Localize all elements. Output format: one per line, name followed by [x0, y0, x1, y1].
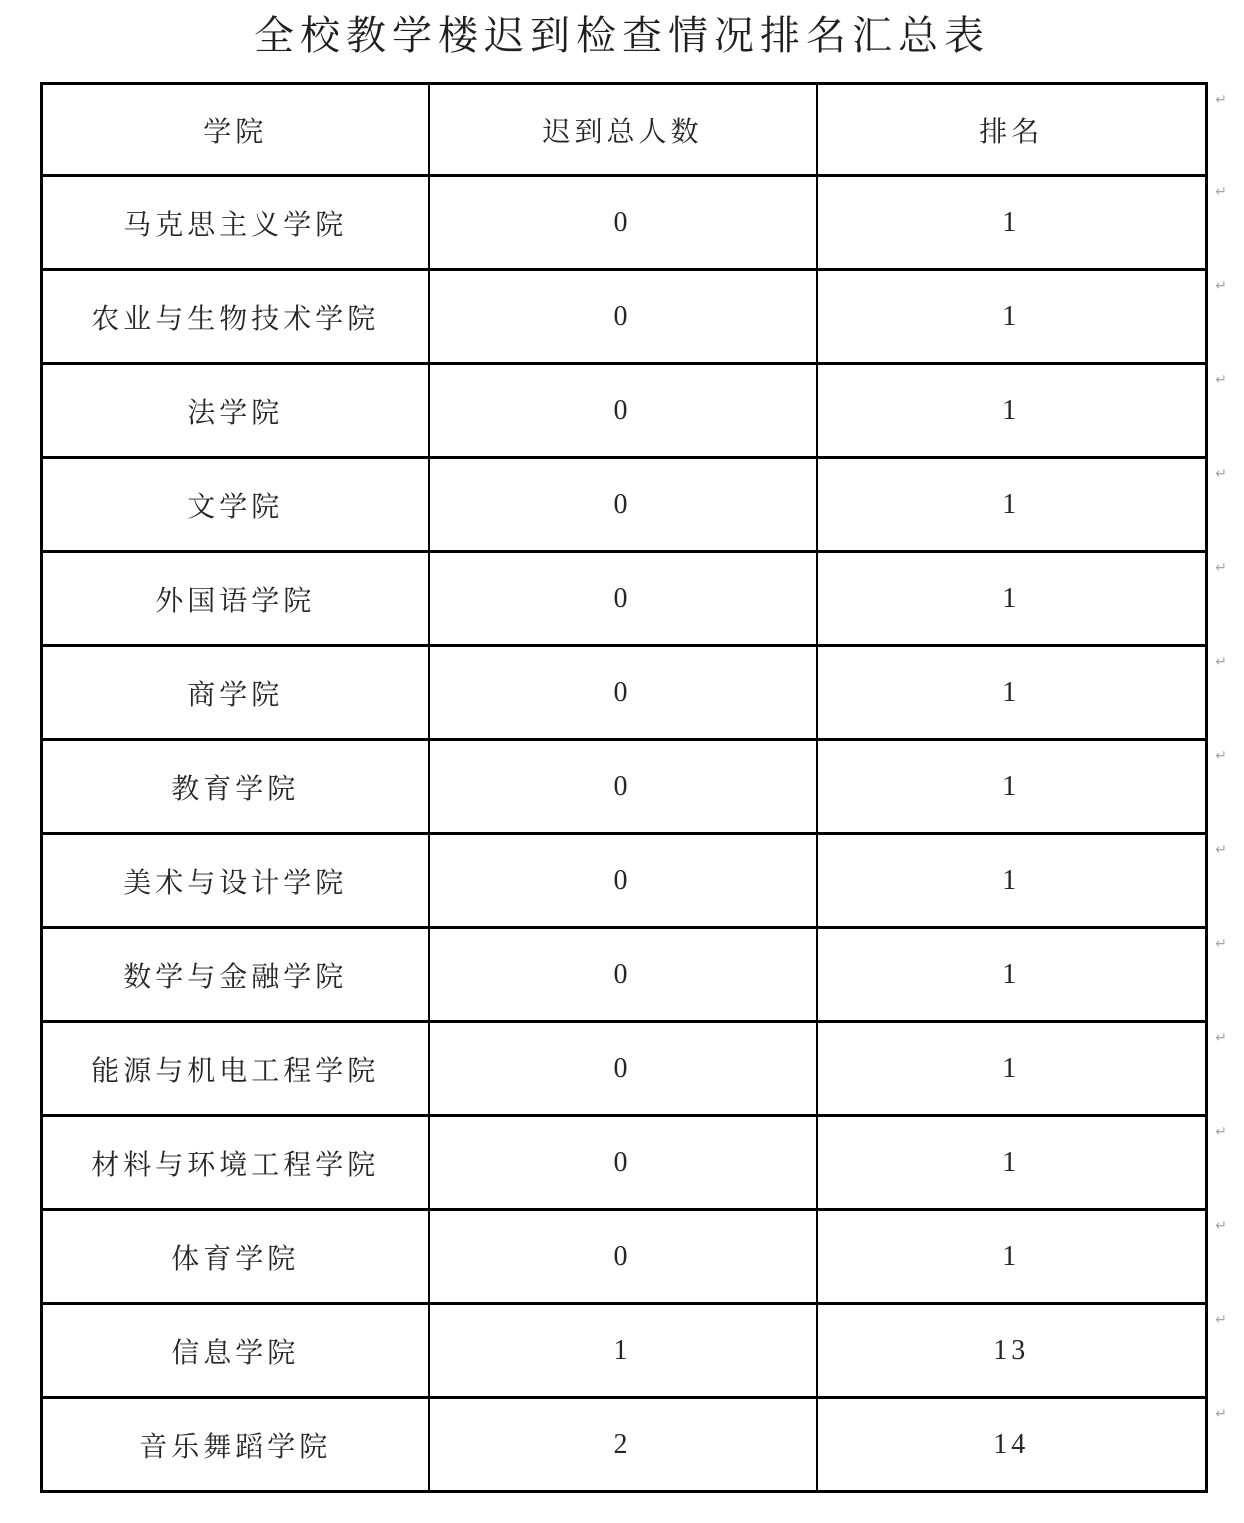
college-cell: 材料与环境工程学院: [42, 1116, 429, 1210]
row-end-marker-icon: ↵: [1215, 1312, 1227, 1328]
late-total-cell: 0: [429, 834, 817, 928]
late-total-cell: 0: [429, 1210, 817, 1304]
rank-cell: [817, 270, 1227, 364]
table-row: [42, 834, 1207, 928]
table-row: [42, 1210, 1207, 1304]
row-end-marker-icon: ↵: [1215, 466, 1227, 482]
table-row: [42, 1116, 1207, 1210]
late-total-cell: 0: [429, 1022, 817, 1116]
rank-value: 1: [1002, 1052, 1021, 1084]
rank-value: 13: [993, 1334, 1030, 1366]
table-row: [42, 364, 1207, 458]
row-end-marker-icon: ↵: [1215, 560, 1227, 576]
row-end-marker-icon: ↵: [1215, 936, 1227, 952]
college-cell: 农业与生物技术学院: [42, 270, 429, 364]
header-rank-label: 排名: [979, 116, 1044, 148]
rank-cell: [817, 834, 1227, 928]
college-cell: 教育学院: [42, 740, 429, 834]
header-rank: [817, 84, 1227, 176]
table-row: [42, 646, 1207, 740]
rank-cell: [817, 1304, 1227, 1398]
header-row: [42, 84, 1207, 176]
college-cell: 美术与设计学院: [42, 834, 429, 928]
rank-cell: [817, 1210, 1227, 1304]
rank-cell: [817, 552, 1227, 646]
college-cell: 文学院: [42, 458, 429, 552]
rank-value: 1: [1002, 488, 1021, 520]
row-end-marker-icon: ↵: [1215, 184, 1227, 200]
table-row: [42, 1022, 1207, 1116]
rank-cell: [817, 740, 1227, 834]
rank-cell: [817, 928, 1227, 1022]
row-end-marker-icon: ↵: [1215, 372, 1227, 388]
table-row: [42, 740, 1207, 834]
college-cell: 法学院: [42, 364, 429, 458]
late-ranking-table: [40, 82, 1227, 1493]
page-title: 全校教学楼迟到检查情况排名汇总表: [254, 13, 990, 58]
rank-cell: [817, 458, 1227, 552]
rank-value: 1: [1002, 1146, 1021, 1178]
row-end-marker-icon: ↵: [1215, 1406, 1227, 1422]
late-total-cell: 0: [429, 364, 817, 458]
table-body: [42, 176, 1227, 1492]
rank-value: 1: [1002, 582, 1021, 614]
rank-cell: [817, 364, 1227, 458]
college-cell: 信息学院: [42, 1304, 429, 1398]
rank-cell: [817, 1116, 1227, 1210]
rank-value: 1: [1002, 676, 1021, 708]
college-cell: 能源与机电工程学院: [42, 1022, 429, 1116]
table-row: [42, 270, 1207, 364]
college-cell: 音乐舞蹈学院: [42, 1398, 429, 1492]
late-total-cell: 0: [429, 928, 817, 1022]
college-cell: 商学院: [42, 646, 429, 740]
rank-cell: [817, 1022, 1227, 1116]
row-end-marker-icon: ↵: [1215, 1218, 1227, 1234]
rank-value: 1: [1002, 864, 1021, 896]
table-row: [42, 552, 1207, 646]
late-total-cell: 0: [429, 646, 817, 740]
rank-value: 1: [1002, 206, 1021, 238]
rank-cell: [817, 1398, 1227, 1492]
rank-cell: [817, 646, 1227, 740]
rank-value: 1: [1002, 394, 1021, 426]
table-row: [42, 928, 1207, 1022]
rank-cell: [817, 176, 1227, 270]
header-late-total: 迟到总人数: [429, 84, 817, 176]
table-row: [42, 1304, 1207, 1398]
table-row: [42, 176, 1207, 270]
row-end-marker-icon: ↵: [1215, 842, 1227, 858]
row-end-marker-icon: ↵: [1215, 748, 1227, 764]
table-row: [42, 1398, 1207, 1492]
row-end-marker-icon: ↵: [1215, 654, 1227, 670]
row-end-marker-icon: ↵: [1215, 92, 1227, 108]
late-total-cell: 0: [429, 740, 817, 834]
rank-value: 14: [993, 1428, 1030, 1460]
college-cell: 外国语学院: [42, 552, 429, 646]
college-cell: 体育学院: [42, 1210, 429, 1304]
late-total-cell: 0: [429, 176, 817, 270]
header-college: 学院: [42, 84, 429, 176]
rank-value: 1: [1002, 1240, 1021, 1272]
college-cell: 数学与金融学院: [42, 928, 429, 1022]
late-total-cell: 2: [429, 1398, 817, 1492]
row-end-marker-icon: ↵: [1215, 1030, 1227, 1046]
late-total-cell: 0: [429, 458, 817, 552]
late-total-cell: 0: [429, 552, 817, 646]
college-cell: 马克思主义学院: [42, 176, 429, 270]
late-total-cell: 0: [429, 270, 817, 364]
row-end-marker-icon: ↵: [1215, 1124, 1227, 1140]
table-row: [42, 458, 1207, 552]
rank-value: 1: [1002, 770, 1021, 802]
rank-value: 1: [1002, 300, 1021, 332]
row-end-marker-icon: ↵: [1215, 278, 1227, 294]
rank-value: 1: [1002, 958, 1021, 990]
late-total-cell: 1: [429, 1304, 817, 1398]
late-total-cell: 0: [429, 1116, 817, 1210]
